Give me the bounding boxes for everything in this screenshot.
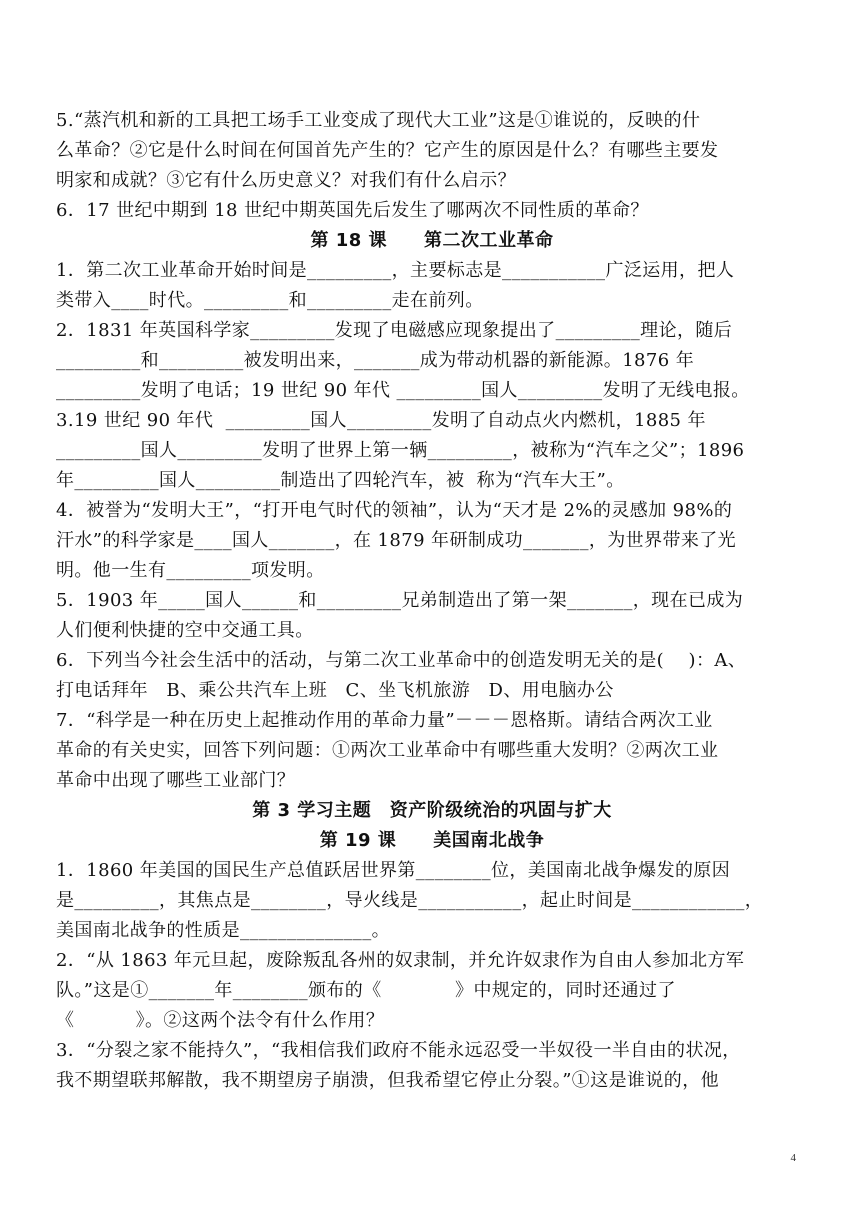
text-line: _________国人_________发明了世界上第一辆_________，被称为“汽车之父”；1896 [56,440,745,461]
page-number: 4 [790,1152,796,1164]
text-line: 5．1903 年_____国人______和_________兄弟制造出了第一架_______，现在已成为 [56,590,744,611]
text-line: 明家和成就？③它有什么历史意义？对我们有什么启示？ [56,170,516,191]
text-line: 革命的有关史实，回答下列问题：①两次工业革命中有哪些重大发明？②两次工业 [56,740,719,761]
text-line: 5.“蒸汽机和新的工具把工场手工业变成了现代大工业”这是①谁说的，反映的什 [56,110,701,131]
section-heading: 第 18 课 第二次工业革命 [310,230,554,251]
text-line: 人们便利快捷的空中交通工具。 [56,620,314,641]
text-line: 1．第二次工业革命开始时间是_________，主要标志是___________广泛运用，把人 [56,260,735,281]
text-line: 打电话拜年 B、乘公共汽车上班 C、坐飞机旅游 D、用电脑办公 [56,680,614,701]
text-line: 6．17 世纪中期到 18 世纪中期英国先后发生了哪两次不同性质的革命？ [56,200,649,221]
text-line: 明。他一生有_________项发明。 [56,560,325,581]
text-line: 3．“分裂之家不能持久”，“我相信我们政府不能永远忍受一半奴役一半自由的状况， [56,1040,741,1061]
text-line: _________和_________被发明出来，_______成为带动机器的新能源。1876 年 [56,350,695,371]
text-line: _________发明了电话；19 世纪 90 年代 _________国人_________发明了无线电报。 [56,380,750,401]
section-heading: 第 19 课 美国南北战争 [319,830,545,851]
text-line: 2．1831 年英国科学家_________发现了电磁感应现象提出了_________理论，随后 [56,320,733,341]
text-line: 4．被誉为“发明大王”，“打开电气时代的领袖”，认为“天才是 2%的灵感加 98%的 [56,500,733,521]
text-line: 队。”这是①_______年________颁布的《 》中规定的，同时还通过了 [56,980,676,1001]
text-line: 年_________国人_________制造出了四轮汽车，被 称为“汽车大王”。 [56,470,625,491]
text-line: 1．1860 年美国的国民生产总值跃居世界第________位，美国南北战争爆发的原因 [56,860,731,881]
text-line: 《 》。②这两个法令有什么作用？ [56,1010,385,1031]
text-line: 3.19 世纪 90 年代 _________国人_________发明了自动点火内燃机，1885 年 [56,410,706,431]
text-line: 美国南北战争的性质是______________。 [56,920,390,941]
section-heading: 第 3 学习主题 资产阶级统治的巩固与扩大 [252,800,612,821]
text-line: 是_________，其焦点是________，导火线是___________，起止时间是____________， [56,890,764,911]
text-line: 7．“科学是一种在历史上起推动作用的革命力量”－－－恩格斯。请结合两次工业 [56,710,713,731]
text-line: 么革命？②它是什么时间在何国首先产生的？它产生的原因是什么？有哪些主要发 [56,140,719,161]
text-line: 我不期望联邦解散，我不期望房子崩溃，但我希望它停止分裂。”①这是谁说的，他 [56,1070,719,1091]
text-line: 6．下列当今社会生活中的活动，与第二次工业革命中的创造发明无关的是( )：A、 [56,650,747,671]
text-line: 类带入____时代。_________和_________走在前列。 [56,290,484,311]
text-line: 革命中出现了哪些工业部门？ [56,770,296,791]
text-line: 2．“从 1863 年元旦起，废除叛乱各州的奴隶制，并允许奴隶作为自由人参加北方军 [56,950,745,971]
text-line: 汗水”的科学家是____国人_______，在 1879 年研制成功_______，为世界带来了光 [56,530,737,551]
document-page [56,106,808,1096]
